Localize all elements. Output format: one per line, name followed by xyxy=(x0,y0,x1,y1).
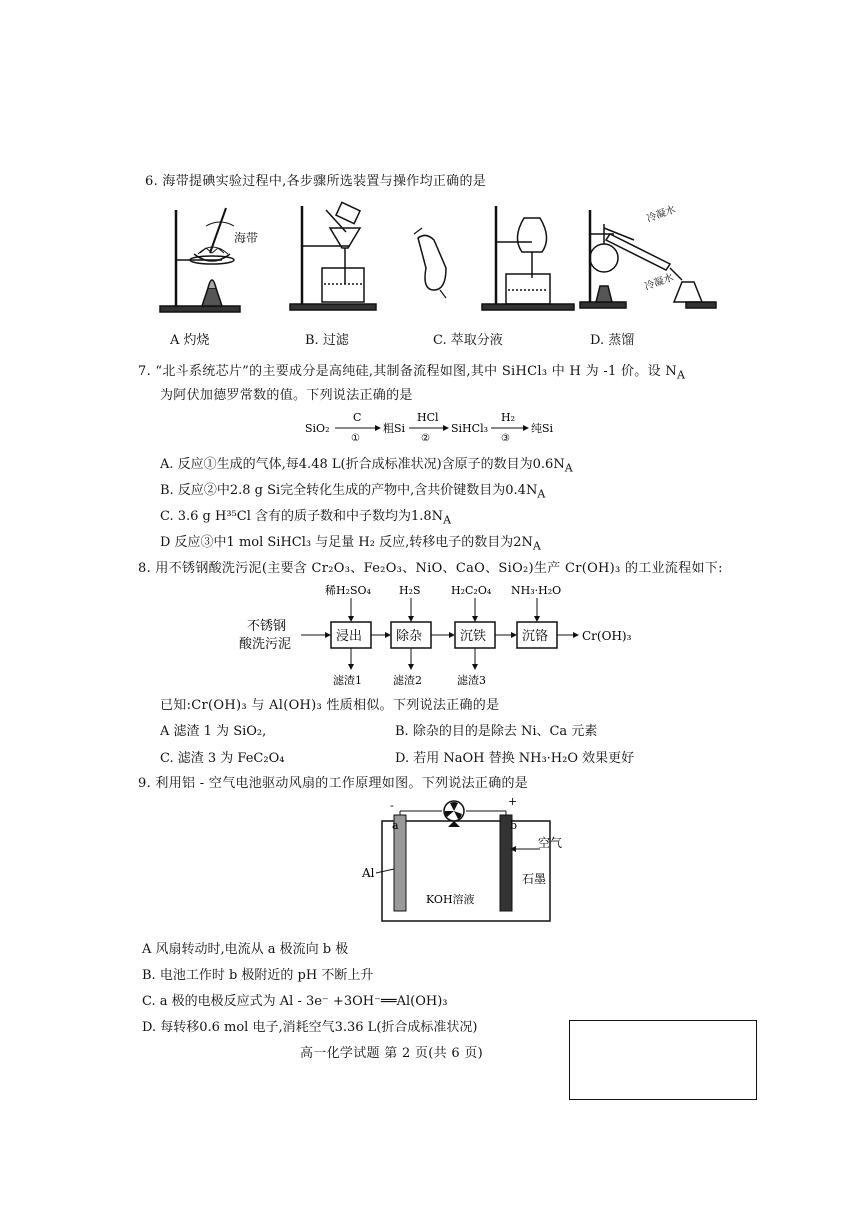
reagent-3: H₂C₂O₄ xyxy=(451,584,492,597)
page-footer: 高一化学试题 第 2 页(共 6 页) xyxy=(300,1046,484,1061)
svg-text:-: - xyxy=(390,799,394,812)
step-chuza xyxy=(391,622,431,648)
graphite-label: 石墨 xyxy=(522,872,547,886)
svg-text:SiO₂: SiO₂ xyxy=(305,422,330,435)
svg-text:粗Si: 粗Si xyxy=(383,422,406,435)
svg-text:H₂: H₂ xyxy=(501,411,516,424)
q8-stem: 8. 用不锈钢酸洗污泥(主要含 Cr₂O₃、Fe₂O₃、NiO、CaO、SiO₂)生产 Cr(OH)₃ 的工业流程如下: xyxy=(138,561,723,576)
q8-option-b: B. 除杂的目的是除去 Ni、Ca 元素 xyxy=(395,724,598,739)
residue-2: 滤渣2 xyxy=(393,674,422,687)
svg-text:沉铬: 沉铬 xyxy=(522,629,549,644)
product-label: Cr(OH)₃ xyxy=(582,629,632,643)
svg-text:C: C xyxy=(353,411,362,424)
svg-text:①: ① xyxy=(351,433,360,444)
reagent-1: 稀H₂SO₄ xyxy=(325,584,371,597)
svg-text:SiHCl₃: SiHCl₃ xyxy=(451,422,488,435)
q9-option-c: C. a 极的电极反应式为 Al - 3e⁻ +3OH⁻══Al(OH)₃ xyxy=(142,994,448,1009)
svg-text:③: ③ xyxy=(501,433,510,444)
feed-label-1: 不锈钢 xyxy=(247,619,287,634)
q9-option-d: D. 每转移0.6 mol 电子,消耗空气3.36 L(折合成标准状况) xyxy=(142,1020,478,1035)
feed-label-2: 酸洗污泥 xyxy=(239,637,292,652)
q7-option-d: D 反应③中1 mol SiHCl₃ 与足量 H₂ 反应,转移电子的数目为$2N_A$ xyxy=(160,535,541,553)
q9-option-b: B. 电池工作时 b 极附近的 pH 不断上升 xyxy=(142,968,374,983)
svg-text:沉铁: 沉铁 xyxy=(460,629,487,644)
label-haidai: 海带 xyxy=(234,231,259,245)
step-jinchu xyxy=(331,622,371,648)
al-label: Al xyxy=(362,866,375,880)
electrolyte-vessel xyxy=(382,821,550,921)
q7-stem-line2: 为阿伏加德罗常数的值。下列说法正确的是 xyxy=(160,388,413,403)
step-chentie xyxy=(455,622,495,648)
figure-b-filtration xyxy=(290,202,376,310)
q9-battery-diagram xyxy=(350,795,580,930)
q7-option-a: A. 反应①生成的气体,每4.48 L(折合成标准状况)含原子的数目为$0.6N_A$ xyxy=(160,457,573,475)
svg-text:除杂: 除杂 xyxy=(396,629,423,644)
air-label: 空气 xyxy=(538,836,563,850)
label-lengning-out: 冷凝水 xyxy=(643,272,676,293)
q6-apparatus-figures xyxy=(150,198,720,323)
label-lengning-in: 冷凝水 xyxy=(645,204,678,225)
q6-caption-a: A 灼烧 xyxy=(170,333,210,348)
q7-stem-line1: 7. “北斗系统芯片”的主要成分是高纯硅,其制备流程如图,其中 SiHCl₃ 中 H 为 -1 价。设 $N_A$ xyxy=(138,364,686,382)
svg-text:a: a xyxy=(392,819,399,832)
svg-text:纯Si: 纯Si xyxy=(531,422,554,435)
q6-caption-b: B. 过滤 xyxy=(305,333,349,348)
step-chenge xyxy=(517,622,557,648)
blank-box xyxy=(569,1020,757,1100)
svg-text:浸出: 浸出 xyxy=(336,629,363,644)
solution-label: KOH溶液 xyxy=(426,893,475,906)
svg-text:HCl: HCl xyxy=(417,411,439,424)
q8-option-d: D. 若用 NaOH 替换 NH₃·H₂O 效果更好 xyxy=(395,751,635,766)
residue-3: 滤渣3 xyxy=(457,674,486,687)
q7-option-b: B. 反应②中2.8 g Si完全转化生成的产物中,含共价键数目为$0.4N_A$ xyxy=(160,483,546,501)
q6-stem: 6. 海带提碘实验过程中,各步骤所选装置与操作均正确的是 xyxy=(145,174,487,189)
q8-process-flow xyxy=(235,580,675,690)
svg-text:b: b xyxy=(510,819,518,832)
figure-c-separation xyxy=(414,206,574,310)
svg-text:+: + xyxy=(508,795,518,808)
residue-1: 滤渣1 xyxy=(333,674,362,687)
svg-text:②: ② xyxy=(421,433,430,444)
reagent-2: H₂S xyxy=(399,584,421,597)
q8-option-a: A 滤渣 1 为 SiO₂, xyxy=(160,724,267,739)
reagent-4: NH₃·H₂O xyxy=(511,584,562,597)
q6-caption-d: D. 蒸馏 xyxy=(590,333,635,348)
q8-option-c: C. 滤渣 3 为 FeC₂O₄ xyxy=(160,751,285,766)
q6-caption-c: C. 萃取分液 xyxy=(433,333,503,348)
q9-option-a: A 风扇转动时,电流从 a 极流向 b 极 xyxy=(142,942,349,957)
q7-option-c: C. 3.6 g H³⁵Cl 含有的质子数和中子数均为$1.8N_A$ xyxy=(160,509,452,527)
q8-known: 已知:Cr(OH)₃ 与 Al(OH)₃ 性质相似。下列说法正确的是 xyxy=(160,698,500,713)
figure-a-burning xyxy=(160,208,240,312)
q9-stem: 9. 利用铝 - 空气电池驱动风扇的工作原理如图。下列说法正确的是 xyxy=(138,776,529,791)
q7-flow-diagram xyxy=(305,408,565,444)
